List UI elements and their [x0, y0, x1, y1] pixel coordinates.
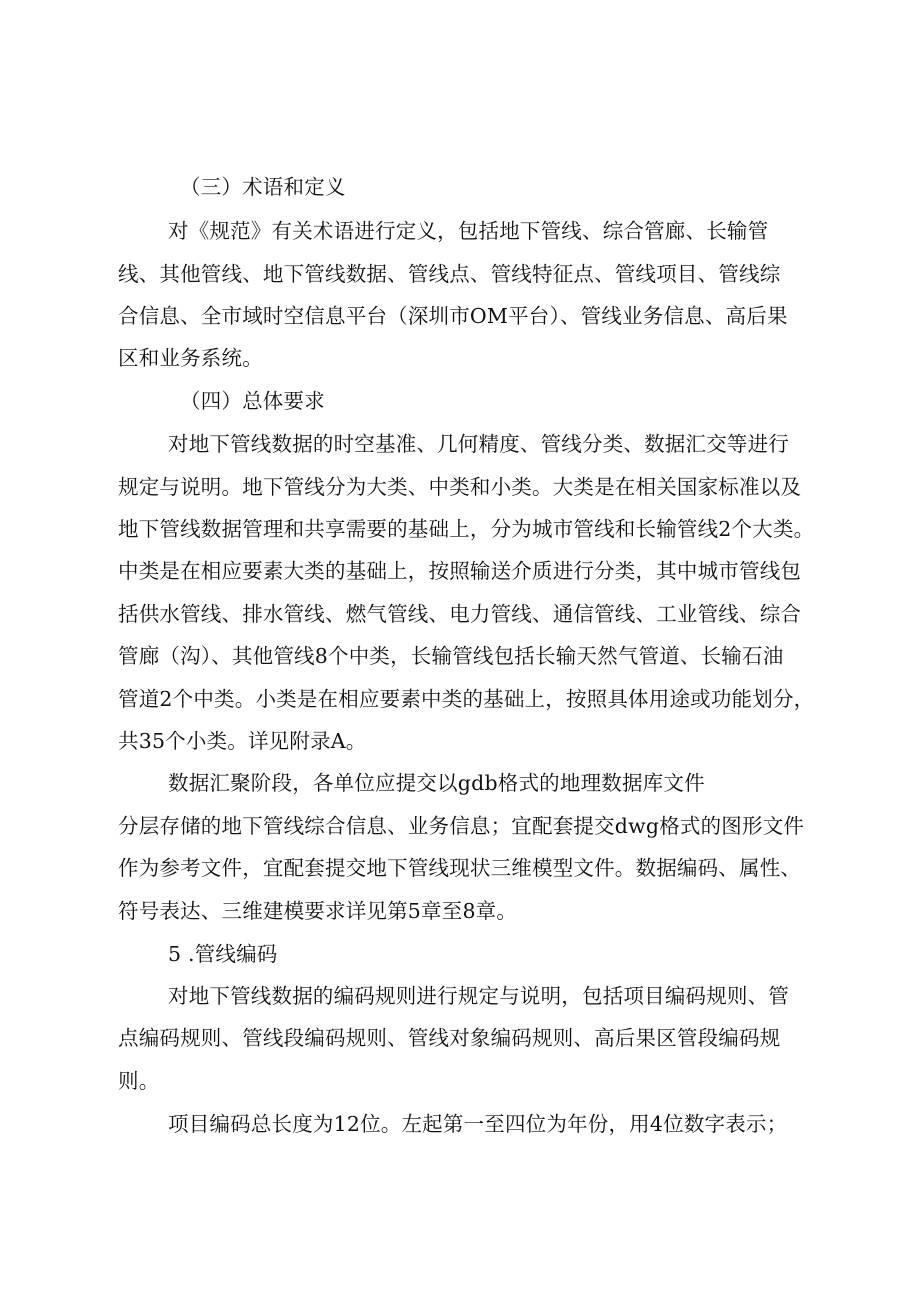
- section5-p1-line-3: 则。: [118, 1069, 160, 1093]
- section3-heading: （三）术语和定义: [180, 175, 346, 199]
- section4-p2-line-2: 分层存储的地下管线综合信息、业务信息；宜配套提交dwg格式的图形文件: [118, 814, 805, 838]
- section4-p1-line-8: 共35个小类。详见附录A。: [118, 729, 367, 753]
- section4-p1-line-3: 地下管线数据管理和共享需要的基础上，分为城市管线和长输管线2个大类。: [118, 517, 815, 541]
- section4-p1-line-5: 括供水管线、排水管线、燃气管线、电力管线、通信管线、工业管线、综合: [118, 602, 802, 626]
- section5-heading: 5 .管线编码: [168, 942, 278, 966]
- section5-p1-line-1: 对地下管线数据的编码规则进行规定与说明，包括项目编码规则、管: [168, 984, 789, 1008]
- section4-p2-line-3: 作为参考文件，宜配套提交地下管线现状三维模型文件。数据编码、属性、: [118, 856, 802, 880]
- section4-heading: （四）总体要求: [180, 389, 325, 413]
- section4-p1-line-2: 规定与说明。地下管线分为大类、中类和小类。大类是在相关国家标准以及: [118, 475, 802, 499]
- section3-line-4: 区和业务系统。: [118, 346, 263, 370]
- section3-line-1: 对《规范》有关术语进行定义，包括地下管线、综合管廊、长输管: [168, 219, 769, 243]
- section4-p1-line-1: 对地下管线数据的时空基准、几何精度、管线分类、数据汇交等进行: [168, 432, 789, 456]
- section4-p1-line-6: 管廊（沟）、其他管线8个中类，长输管线包括长输天然气管道、长输石油: [118, 644, 784, 668]
- section5-p1-line-2: 点编码规则、管线段编码规则、管线对象编码规则、高后果区管段编码规: [118, 1026, 781, 1050]
- section3-line-3: 合信息、全市域时空信息平台（深圳市OM平台）、管线业务信息、高后果: [118, 304, 788, 328]
- section3-line-2: 线、其他管线、地下管线数据、管线点、管线特征点、管线项目、管线综: [118, 262, 781, 286]
- section4-p1-line-4: 中类是在相应要素大类的基础上，按照输送介质进行分类，其中城市管线包: [118, 559, 802, 583]
- section4-p2-line-1: 数据汇聚阶段，各单位应提交以gdb格式的地理数据库文件: [168, 771, 705, 795]
- section4-p2-line-4: 符号表达、三维建模要求详见第5章至8章。: [118, 899, 518, 923]
- section5-p2-line-1: 项目编码总长度为12位。左起第一至四位为年份，用4位数字表示；: [168, 1112, 788, 1136]
- section4-p1-line-7: 管道2个中类。小类是在相应要素中类的基础上，按照具体用途或功能划分，: [118, 687, 815, 711]
